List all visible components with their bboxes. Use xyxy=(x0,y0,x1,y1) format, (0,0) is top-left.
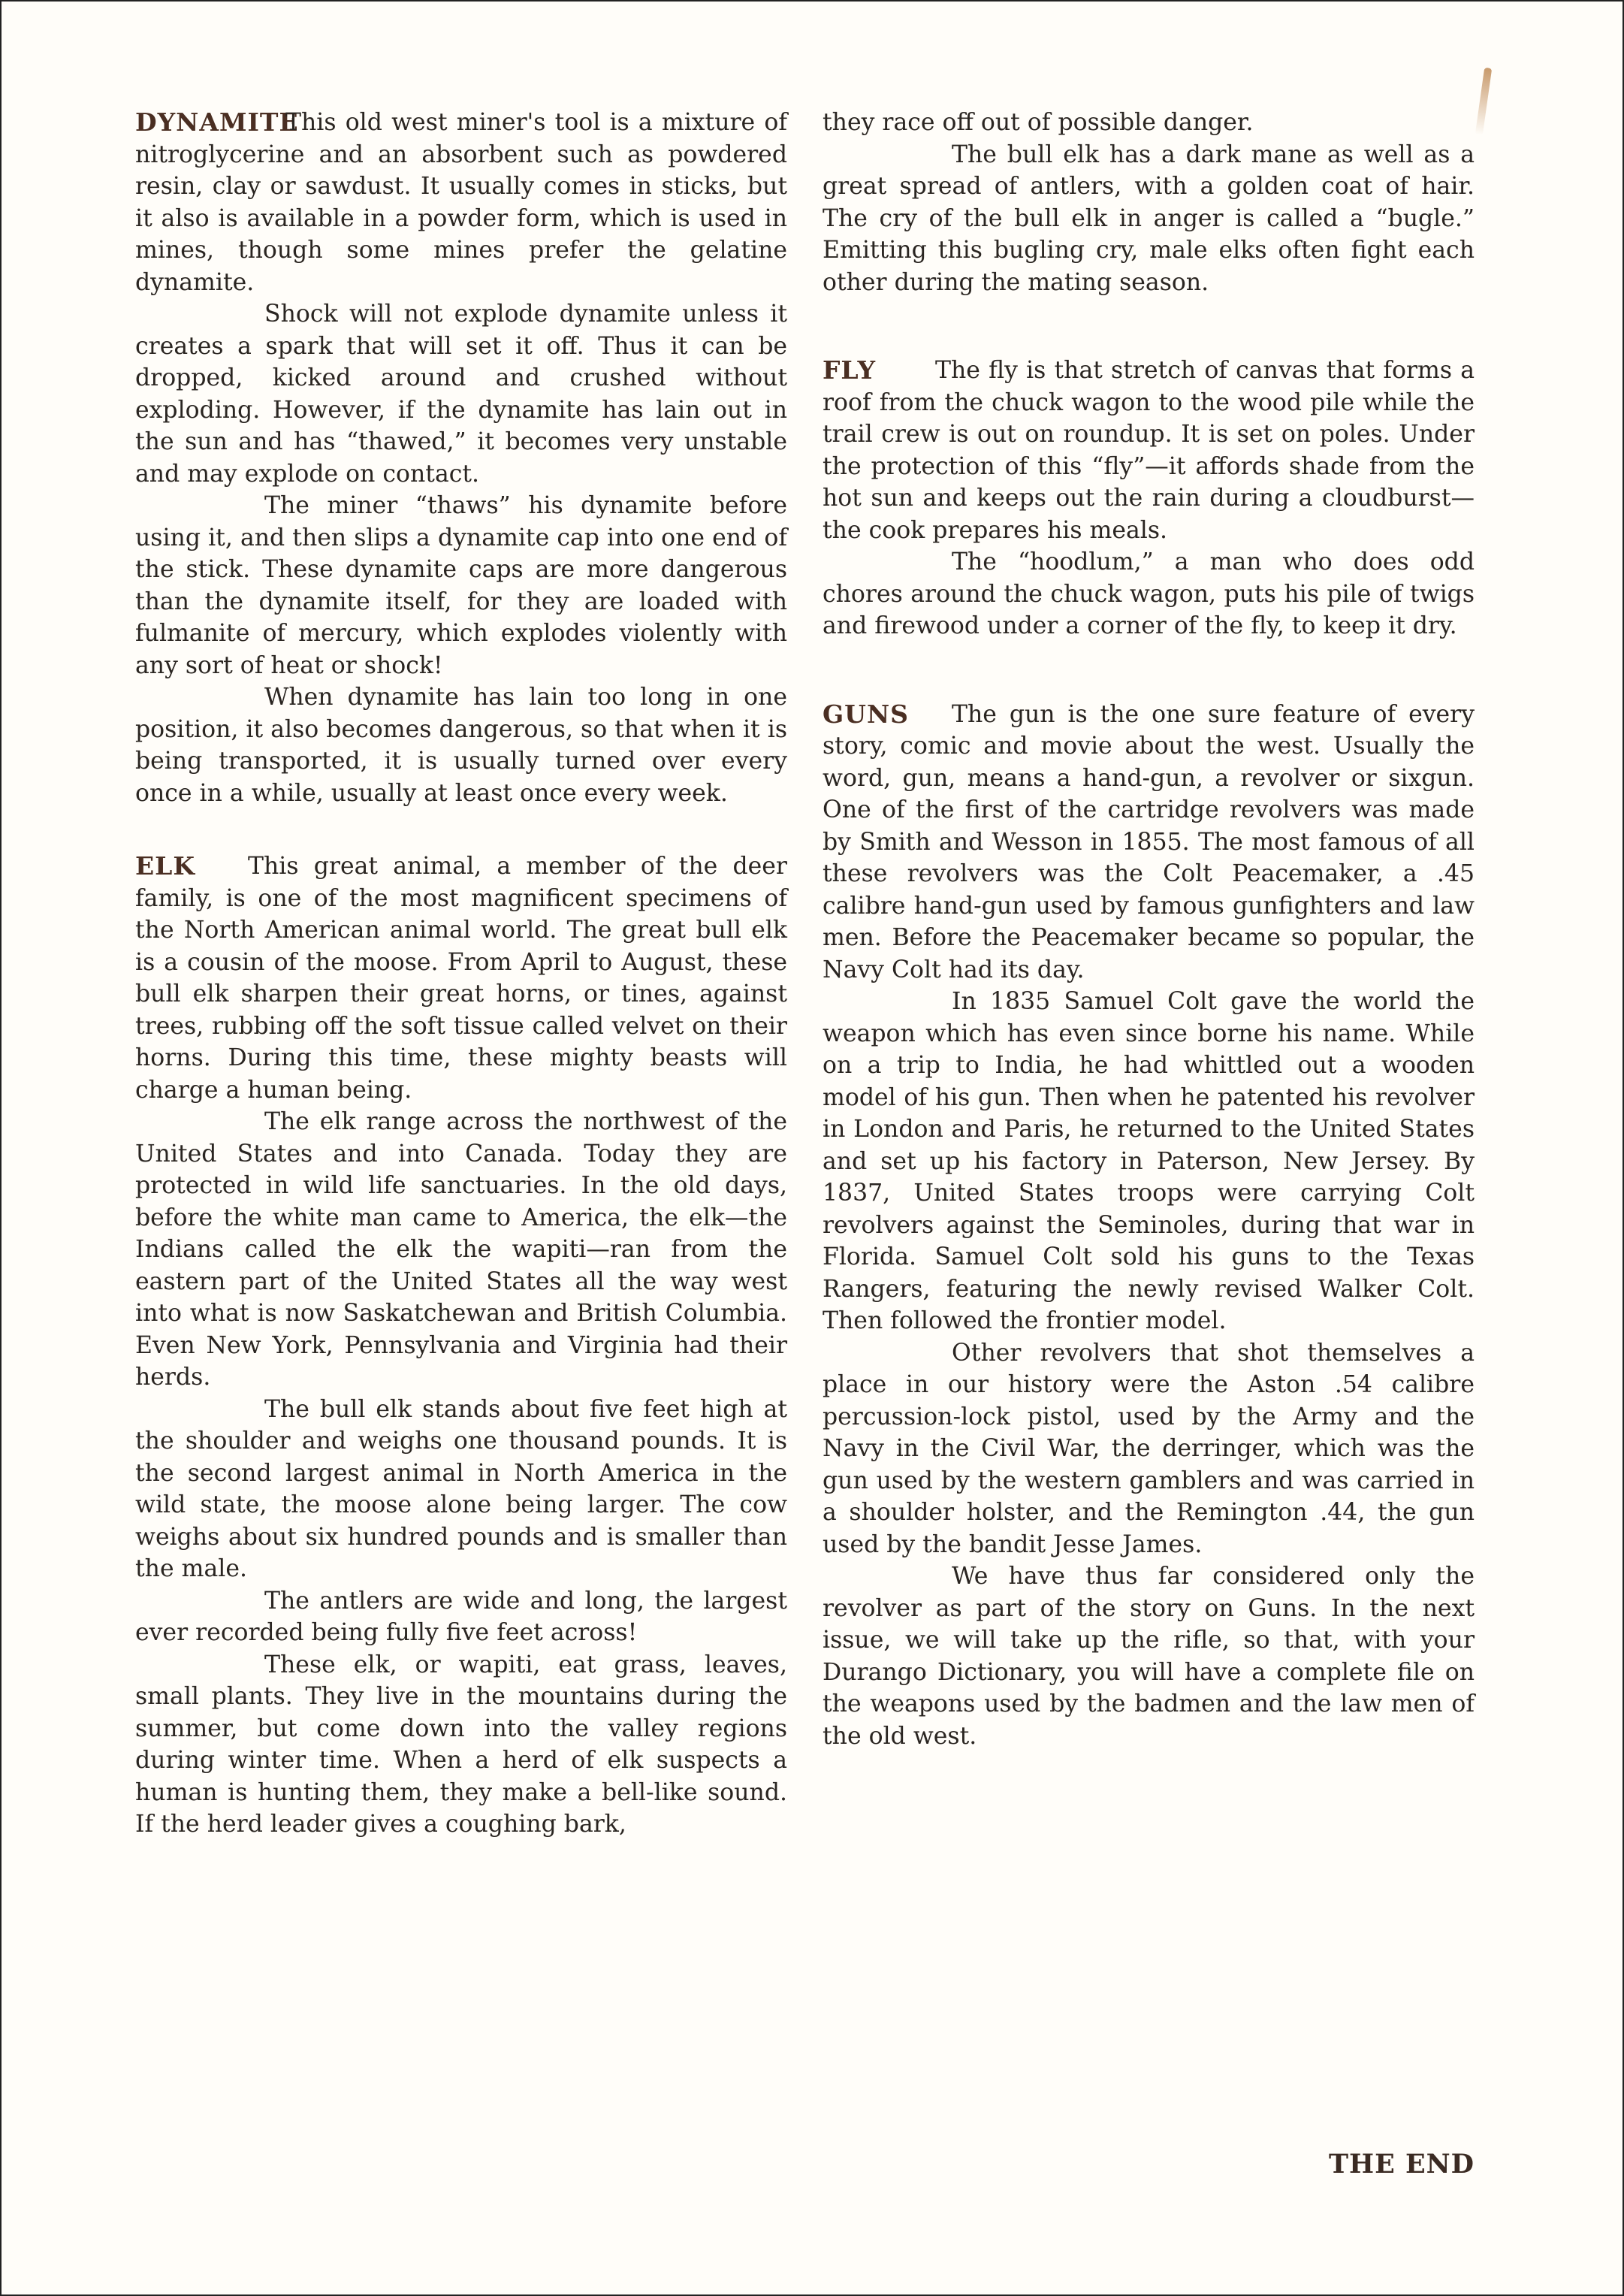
entry-paragraph: In 1835 Samuel Colt gave the world the weapon which has even since borne his name. While on a trip to India, he had whittled out a wooden model of his gun. Then when he patented his revolver in London and Paris, he returned to the United States and set up his factory in Paterson, New Jersey. By 1837, United States troops were carrying Colt revolvers against the Seminoles, during that war in Florida. Samuel Colt sold his guns to the Texas Rangers, featuring the newly revised Walker Colt. Then followed the frontier model. xyxy=(823,988,1475,1334)
entry-paragraph: The fly is that stretch of canvas that forms a roof from the chuck wagon to the wood pile while the trail crew is out on roundup. It is set on poles. Under the protection of this “fly”—it affords shade from the hot sun and keeps out the rain during a cloudburst—the cook prepares his meals. xyxy=(823,357,1475,544)
entry-paragraph: The “hoodlum,” a man who does odd chores around the chuck wagon, puts his pile of twigs and firewood under a corner of the fly, to keep it dry. xyxy=(823,548,1475,639)
right-column xyxy=(823,107,1475,2180)
entry-paragraph: The miner “thaws” his dynamite before using it, and then slips a dynamite cap into one end of the stick. These dynamite caps are more dangerous than the dynamite itself, for they are loaded with fulmanite of mercury, which explodes violently with any sort of heat or shock! xyxy=(135,492,787,679)
entry-paragraph: The gun is the one sure feature of every story, comic and movie about the west. Usually the word, gun, means a hand-gun, a revolver or sixgun. One of the first of the cartridge revolvers was made by Smith and Wesson in 1855. The most famous of all these revolvers was the Colt Peacemaker, a .45 calibre hand-gun used by famous gunfighters and law men. Before the Peacemaker became so popular, the Navy Colt had its day. xyxy=(823,700,1475,983)
entry-paragraph: The bull elk stands about five feet high at the shoulder and weighs one thousand pounds. It is the second largest animal in North America in the wild state, the moose alone being larger. The cow weighs about six hundred pounds and is smaller than the male. xyxy=(135,1395,787,1582)
entry-dynamite xyxy=(135,107,787,298)
the-end-label: THE END xyxy=(1329,2148,1475,2180)
entry-paragraph: This old west miner's tool is a mixture of nitroglycerine and an absorbent such as powdered resin, clay or sawdust. It usually comes in sticks, but it also is available in a powder form, which is used in mines, though some mines prefer the gelatine dynamite. xyxy=(135,109,787,296)
entry-paragraph: These elk, or wapiti, eat grass, leaves, small plants. They live in the mountains during the summer, but come down into the valley regions during winter time. When a herd of elk suspects a human is hunting them, they make a bell-like sound. If the herd leader gives a coughing bark, xyxy=(135,1651,787,1838)
entry-paragraph: When dynamite has lain too long in one position, it also becomes dangerous, so that when it is being transported, it is usually turned over every once in a while, usually at least once every week. xyxy=(135,684,787,807)
entry-guns xyxy=(823,699,1475,986)
entry-heading: DYNAMITE xyxy=(135,107,299,137)
entry-paragraph: We have thus far considered only the revolver as part of the story on Guns. In the next issue, we will take up the rifle, so that, with your Durango Dictionary, you will have a complete file on the weapons used by the badmen and the law men of the old west. xyxy=(823,1563,1475,1750)
entry-paragraph: Shock will not explode dynamite unless it creates a spark that will set it off. Thus it can be dropped, kicked around and crushed without exploding. However, if the dynamite has lain out in the sun and has “thawed,” it becomes very unstable and may explode on contact. xyxy=(135,301,787,488)
paper-stain xyxy=(1475,68,1492,136)
entry-heading: FLY xyxy=(823,355,877,385)
entry-paragraph: Other revolvers that shot themselves a place in our history were the Aston .54 calibre percussion-lock pistol, used by the Army and the Navy in the Civil War, the derringer, which was the gun used by the western gamblers and was carried in a shoulder holster, and the Remington .44, the gun used by the bandit Jesse James. xyxy=(823,1339,1475,1558)
entry-heading: GUNS xyxy=(823,699,909,729)
entry-elk xyxy=(135,850,787,1106)
entry-fly xyxy=(823,355,1475,546)
left-column xyxy=(135,107,787,1841)
entry-paragraph: they race off out of possible danger. xyxy=(823,109,1254,136)
entry-paragraph: The elk range across the northwest of the United States and into Canada. Today they are protected in wild life sanctuaries. In the old days, before the white man came to America, the elk—the Indians called the elk the wapiti—ran from the eastern part of the United States all the way west into what is now Saskatchewan and British Columbia. Even New York, Pennsylvania and Virginia had their herds. xyxy=(135,1108,787,1391)
entry-paragraph: The antlers are wide and long, the largest ever recorded being fully five feet across! xyxy=(135,1587,787,1646)
entry-heading: ELK xyxy=(135,851,196,881)
entry-paragraph: This great animal, a member of the deer family, is one of the most magnificent specimens of the North American animal world. The great bull elk is a cousin of the moose. From April to August, these bull elk sharpen their great horns, or tines, against trees, rubbing off the soft tissue called velvet on their horns. During this time, these mighty beasts will charge a human being. xyxy=(135,853,787,1104)
entry-paragraph: The bull elk has a dark mane as well as a great spread of antlers, with a golden coat of hair. The cry of the bull elk in anger is called a “bugle.” Emitting this bugling cry, male elks often fight each other during the mating season. xyxy=(823,140,1475,296)
